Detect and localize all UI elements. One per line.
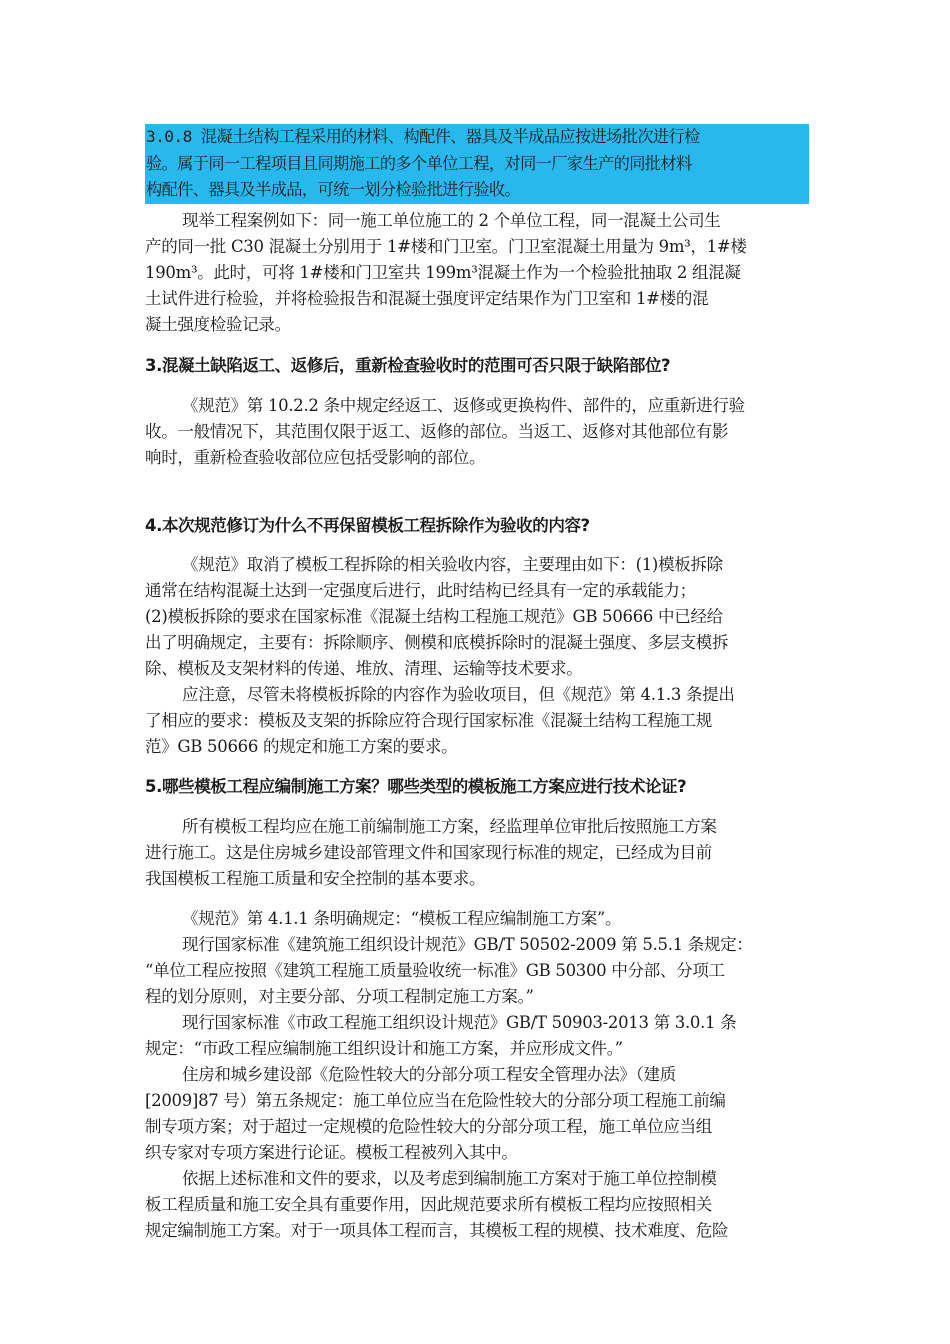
text-line: 《规范》取消了模板工程拆除的相关验收内容，主要理由如下：(1)模板拆除 [182,554,723,574]
text-line: 制专项方案；对于超过一定规模的危险性较大的分部分项工程，施工单位应当组 [145,1116,713,1136]
question-5-paragraph-3 [145,932,809,1010]
text-line: 应注意，尽管未将模板拆除的内容作为验收项目，但《规范》第 4.1.3 条提出 [182,684,735,704]
text-line: 规定：“市政工程应编制施工组织设计和施工方案，并应形成文件。” [145,1038,623,1058]
question-4-heading: 4.本次规范修订为什么不再保留模板工程拆除作为验收的内容? [145,515,590,535]
highlight-line: 构配件、器具及半成品，可统一划分检验批进行验收。 [146,180,521,199]
text-line: 产的同一批 C30 混凝土分别用于 1#楼和门卫室。门卫室混凝土用量为 9m³，1#楼 [145,236,747,256]
text-line: 出了明确规定，主要有：拆除顺序、侧模和底模拆除时的混凝土强度、多层支模拆 [145,632,729,652]
question-4-paragraph-1 [145,552,809,682]
text-line: 板工程质量和施工安全具有重要作用，因此规范要求所有模板工程均应按照相关 [145,1194,713,1214]
text-line: 住房和城乡建设部《危险性较大的分部分项工程安全管理办法》（建质 [182,1064,676,1084]
text-line: [2009]87 号）第五条规定：施工单位应当在危险性较大的分部分项工程施工前编 [145,1090,726,1110]
case-example-paragraph [145,208,809,338]
text-line: 现举工程案例如下：同一施工单位施工的 2 个单位工程，同一混凝土公司生 [182,210,721,230]
text-line: 土试件进行检验，并将检验报告和混凝土强度评定结果作为门卫室和 1#楼的混 [145,288,709,308]
question-5-paragraph-2 [145,906,809,932]
highlight-line: 3.0.8 混凝土结构工程采用的材料、构配件、器具及半成品应按进场批次进行检 [146,127,700,146]
question-5-paragraph-6 [145,1166,809,1244]
text-line: 所有模板工程均应在施工前编制施工方案，经监理单位审批后按照施工方案 [182,816,717,836]
text-line: 了相应的要求：模板及支架的拆除应符合现行国家标准《混凝土结构工程施工规 [145,710,713,730]
question-5-paragraph-4 [145,1010,809,1062]
highlight-line: 验。属于同一工程项目且同期施工的多个单位工程，对同一厂家生产的同批材料 [146,153,692,173]
question-5-heading: 5.哪些模板工程应编制施工方案？哪些类型的模板施工方案应进行技术论证? [145,776,687,796]
text-line: 依据上述标准和文件的要求，以及考虑到编制施工方案对于施工单位控制模 [182,1168,717,1188]
text-line: 《规范》第 10.2.2 条中规定经返工、返修或更换构件、部件的，应重新进行验 [182,395,745,415]
text-line: 190m³。此时，可将 1#楼和门卫室共 199m³混凝土作为一个检验批抽取 2 组混凝 [145,262,741,282]
text-line: 我国模板工程施工质量和安全控制的基本要求。 [145,868,486,888]
text-line: 凝土强度检验记录。 [145,314,291,334]
question-3-paragraph [145,393,809,471]
text-line: 程的划分原则，对主要分部、分项工程制定施工方案。” [145,986,534,1006]
text-line: 进行施工。这是住房城乡建设部管理文件和国家现行标准的规定，已经成为目前 [145,842,713,862]
question-5-paragraph-1 [145,814,809,892]
question-4-paragraph-2 [145,682,809,760]
text-line: 《规范》第 4.1.1 条明确规定：“模板工程应编制施工方案”。 [182,908,622,928]
text-line: 响时，重新检查验收部位应包括受影响的部位。 [145,447,486,467]
text-line: 范》GB 50666 的规定和施工方案的要求。 [145,736,458,756]
text-line: (2)模板拆除的要求在国家标准《混凝土结构工程施工规范》GB 50666 中已经给 [145,606,723,626]
document-page [145,124,809,1244]
text-line: 通常在结构混凝土达到一定强度后进行，此时结构已经具有一定的承载能力； [145,580,696,600]
text-line: 现行国家标准《建筑施工组织设计规范》GB/T 50502-2009 第 5.5.1 条规定： [182,934,753,954]
question-3-heading: 3.混凝土缺陷返工、返修后，重新检查验收时的范围可否只限于缺陷部位? [145,355,671,375]
text-line: 现行国家标准《市政工程施工组织设计规范》GB/T 50903-2013 第 3.0.1 条 [182,1012,737,1032]
text-line: 织专家对专项方案进行论证。模板工程被列入其中。 [145,1142,518,1162]
text-line: “单位工程应按照《建筑工程施工质量验收统一标准》GB 50300 中分部、分项工 [145,960,725,980]
text-line: 除、模板及支架材料的传递、堆放、清理、运输等技术要求。 [145,658,583,678]
highlighted-clause-3-0-8 [145,124,809,204]
text-line: 收。一般情况下，其范围仅限于返工、返修的部位。当返工、返修对其他部位有影 [145,421,729,441]
question-5-paragraph-5 [145,1062,809,1166]
text-line: 规定编制施工方案。对于一项具体工程而言，其模板工程的规模、技术难度、危险 [145,1220,729,1240]
